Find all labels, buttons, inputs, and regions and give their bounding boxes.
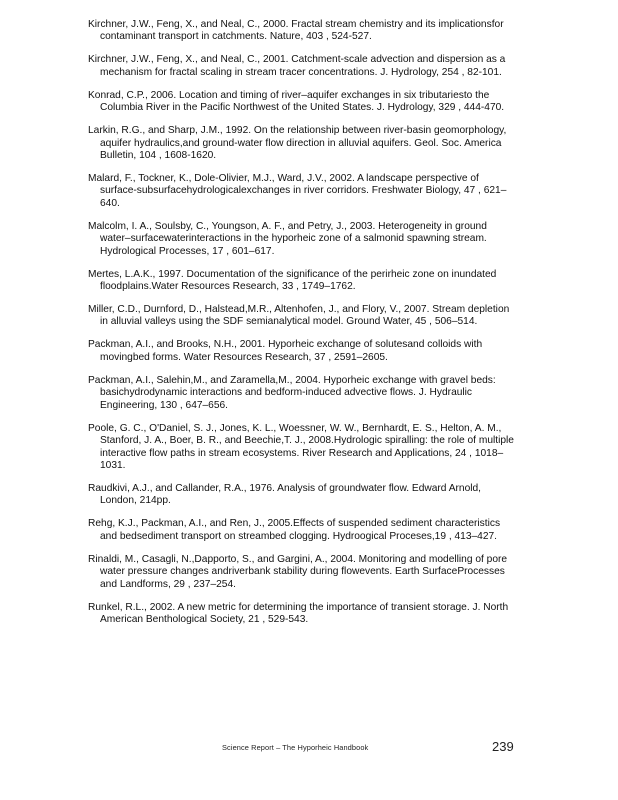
page-number: 239: [492, 739, 514, 754]
reference-entry: Konrad, C.P., 2006. Location and timing of river–aquifer exchanges in six tributariesto the Columbia River in the Pacific Northwest of the United States. J. Hydrology, 329 , 444-470.: [88, 89, 505, 114]
reference-entry: Packman, A.I., and Brooks, N.H., 2001. Hyporheic exchange of solutesand colloids with movingbed forms. Water Resources Research, 37 , 2591–2605.: [88, 339, 483, 363]
reference-entry: Kirchner, J.W., Feng, X., and Neal, C., 2000. Fractal stream chemistry and its implicationsfor contaminant transport in catchments. Nature, 403 , 524-527.: [88, 19, 504, 43]
footer-title: Science Report – The Hyporheic Handbook: [222, 743, 369, 752]
reference-entry: Runkel, R.L., 2002. A new metric for determining the importance of transient storage. J. North American Benthological Society, 21 , 529-543.: [88, 601, 509, 625]
reference-entry: Larkin, R.G., and Sharp, J.M., 1992. On the relationship between river-basin geomorphology, aquifer hydraulics,and ground-water flow direction in alluvial aquifers. Geol. Soc. America Bulletin, 104 , 1608-1620.: [88, 125, 507, 162]
reference-entry: Rinaldi, M., Casagli, N.,Dapporto, S., and Gargini, A., 2004. Monitoring and modelling of pore water pressure changes andriverbank stability during flowevents. Earth SurfaceProcesses and Landforms, 29 , 237–254.: [88, 553, 508, 590]
reference-entry: Mertes, L.A.K., 1997. Documentation of the significance of the perirheic zone on inundated floodplains.Water Resources Research, 33 , 1749–1762.: [88, 268, 497, 293]
page-footer: [0, 739, 618, 755]
reference-entry: Raudkivi, A.J., and Callander, R.A., 1976. Analysis of groundwater flow. Edward Arnold, London, 214pp.: [88, 482, 482, 507]
reference-entry: Malcolm, I. A., Soulsby, C., Youngson, A. F., and Petry, J., 2003. Heterogeneity in ground water–surfacewaterinteractions in the hyporheic zone of a salmonid spawning stream. Hydrological Processes, 17 , 601–617.: [88, 220, 487, 257]
reference-entry: Malard, F., Tockner, K., Dole-Olivier, M.J., Ward, J.V., 2002. A landscape perspective of surface-subsurfacehydrologicalexchanges in river corridors. Freshwater Biology, 47 , 621–640.: [88, 173, 507, 209]
reference-entry: Rehg, K.J., Packman, A.I., and Ren, J., 2005.Effects of suspended sediment characteristics and bedsediment transport on streambed clogging. Hydroogical Proceses,19 , 413–427.: [88, 518, 501, 542]
reference-list: [88, 19, 516, 637]
reference-entry: Poole, G. C., O'Daniel, S. J., Jones, K. L., Woessner, W. W., Bernhardt, E. S., Helton, A. M., Stanford, J. A., Boer, B. R., and Beechie,T. J., 2008.Hydrologic spiralling: the role of multiple interactive flow paths in stream ecosystems. River Research and Applications, 24 , 1018–1031.: [88, 422, 514, 471]
reference-entry: Kirchner, J.W., Feng, X., and Neal, C., 2001. Catchment-scale advection and dispersion as a mechanism for fractal scaling in stream tracer concentrations. J. Hydrology, 254 , 82-101.: [88, 54, 506, 78]
reference-entry: Miller, C.D., Durnford, D., Halstead,M.R., Altenhofen, J., and Flory, V., 2007. Stream depletion in alluvial valleys using the SDF semianalytical model. Ground Water, 45 , 506–514.: [88, 304, 510, 328]
reference-entry: Packman, A.I., Salehin,M., and Zaramella,M., 2004. Hyporheic exchange with gravel beds: basichydrodynamic interactions and bedform-induced advective flows. J. Hydraulic Engineering, 130 , 647–656.: [88, 374, 496, 411]
